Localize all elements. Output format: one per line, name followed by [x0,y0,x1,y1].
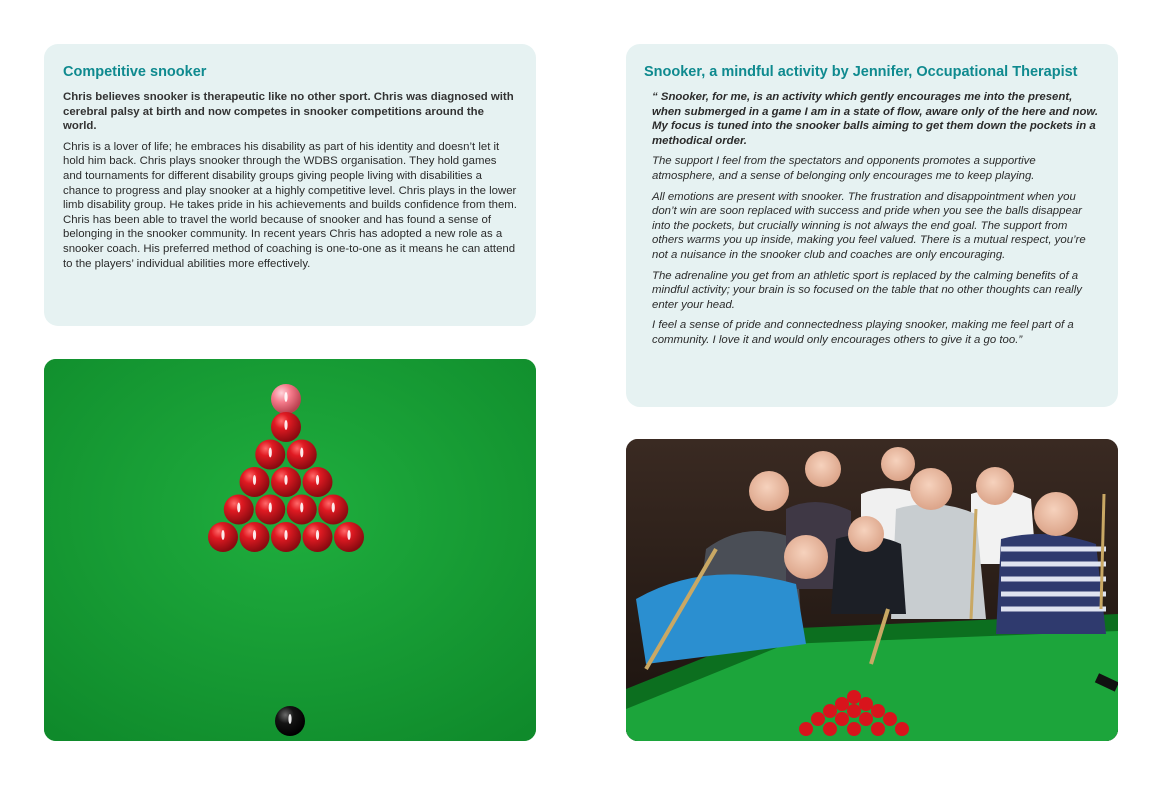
quote-paragraph-4: The adrenaline you get from an athletic sport is replaced by the calming benefits of a mindful activity; your brain is so focused on the table that no other thoughts can really enter your head. [652,269,1082,311]
red-ball-highlight [316,475,319,485]
red-ball-highlight [269,503,272,513]
red-ball-highlight [237,503,240,513]
mindful-activity-card [626,44,1118,407]
pink-ball-highlight [284,392,287,402]
face [749,471,789,511]
snooker-balls-illustration [44,359,536,741]
red-ball-highlight [284,475,287,485]
red-ball-highlight [253,475,256,485]
red-ball-highlight [221,530,224,540]
face [848,516,884,552]
face [784,535,828,579]
face [1034,492,1078,536]
group-photo-illustration [626,439,1118,741]
black-ball-highlight [288,714,291,724]
red-ball-highlight [253,530,256,540]
snooker-group-photo [626,439,1118,741]
face [881,447,915,481]
competitive-snooker-body: Chris is a lover of life; he embraces his disability as part of his identity and doesn’t let it hold him back. Chris plays snooker through the WDBS organisation. They hold games and tournaments for different disability groups giving people living with disabilities a chance to progress and play snooker at a highly competitive level. Chris plays in the lower limb disability group. He takes pride in his achievements and builds confidence from them. Chris has been able to travel the world because of snooker and has found a sense of belonging in the snooker community. In recent years Chris has adopted a new role as a snooker coach. His preferred method of coaching is one-to-one as it means he can attend to the players’ individual abilities more effectively. [63,140,517,270]
red-ball-highlight [284,420,287,430]
quote-paragraph-1: “ Snooker, for me, is an activity which gently encourages me into the present, when submerged in a game I am in a state of flow, aware only of the here and now. My focus is tuned into the snooker balls aiming to get them down the pockets in a methodical order. [652,91,1099,147]
red-ball-highlight [269,448,272,458]
red-ball-highlight [316,530,319,540]
red-ball-highlight [332,503,335,513]
face [805,451,841,487]
red-ball-highlight [347,530,350,540]
face [910,468,952,510]
snooker-balls-photo [44,359,536,741]
face [976,467,1014,505]
red-ball-highlight [300,448,303,458]
competitive-snooker-card [44,44,536,326]
quote-paragraph-3: All emotions are present with snooker. The frustration and disappointment when you don’t win are soon replaced with success and pride when you see the balls disappear into the pockets, but crucially winning is not always the end goal. The support from others warms you up inside, making you feel valued. There is a mutual respect, you’re not a nuisance in the snooker club and coaches are only encouraging. [652,190,1086,261]
competitive-snooker-title: Competitive snooker [63,64,207,80]
mindful-activity-title: Snooker, a mindful activity by Jennifer, Occupational Therapist [644,64,1078,80]
quote-paragraph-5: I feel a sense of pride and connectedness playing snooker, making me feel part of a community. I love it and would only encourages others to give it a go too.” [652,319,1074,346]
competitive-snooker-lead: Chris believes snooker is therapeutic like no other sport. Chris was diagnosed with cerebral palsy at birth and now competes in snooker competitions around the world. [63,91,514,133]
quote-paragraph-2: The support I feel from the spectators and opponents promotes a supportive atmosphere, and a sense of belonging only encourages me to keep playing. [652,155,1036,182]
red-ball-highlight [284,530,287,540]
red-ball-highlight [300,503,303,513]
